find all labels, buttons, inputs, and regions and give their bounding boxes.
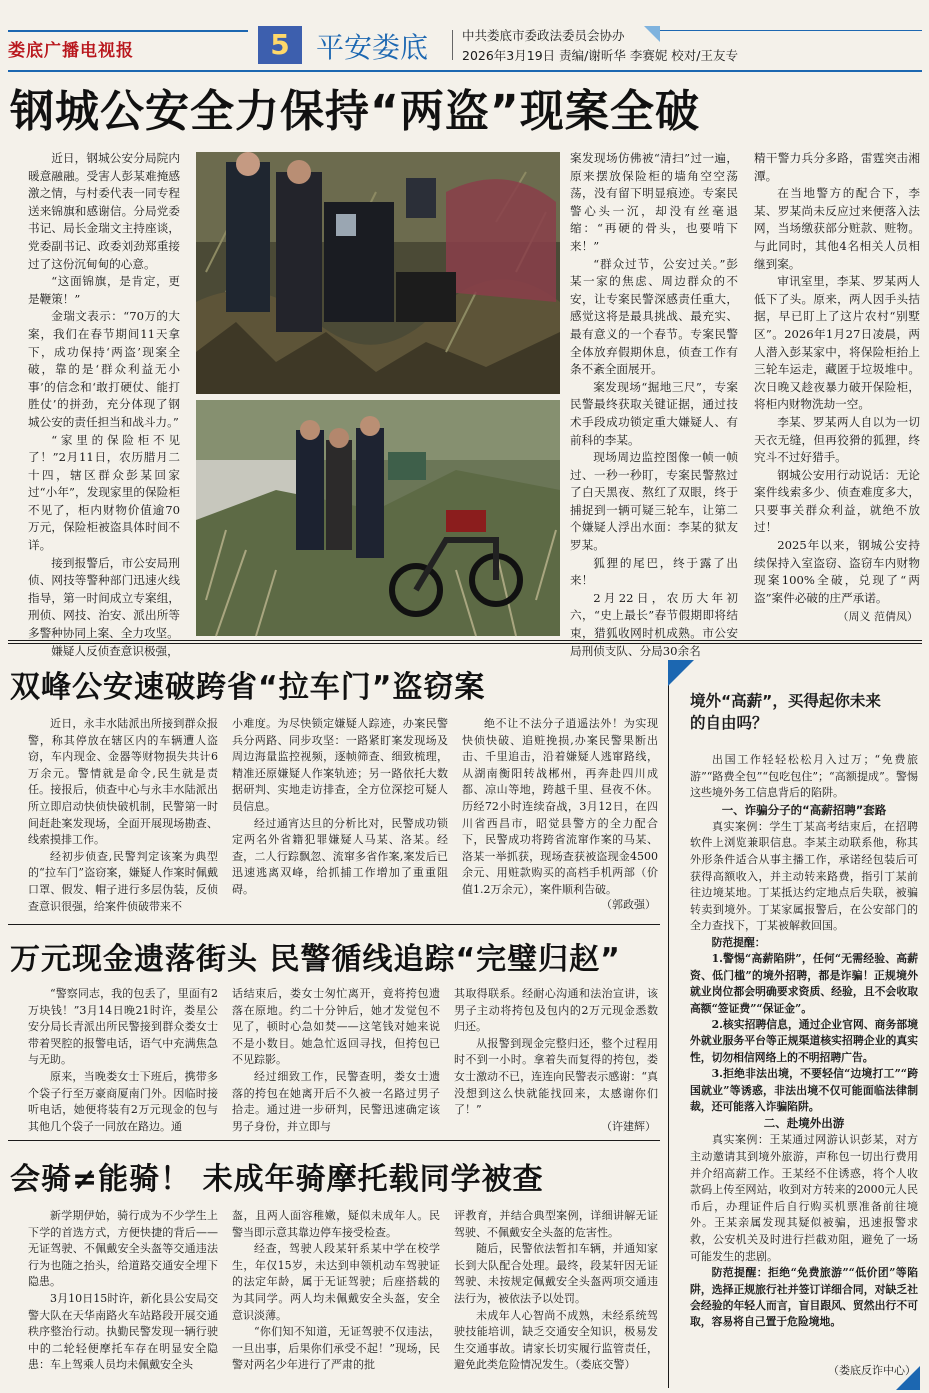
masthead-top-rule [8, 30, 248, 32]
story3-byline: （许建辉） [601, 1120, 656, 1133]
sidebar-tips-heading: 防范提醒： [711, 935, 766, 949]
paragraph: 审讯室里，李某、罗某两人低下了头。原来，两人因手头拮据，早已盯上了这片农村“别墅区”。2026年1月27日凌晨，两人潜入彭某家中，将保险柜抬上三轮车运走，藏匿于垃圾堆中。次日晚又趁夜暴力破开保险柜，将柜内财物洗劫一空。 [754, 274, 920, 412]
masthead-bottom-rule [8, 70, 922, 72]
story3-column-3 [454, 986, 658, 1116]
story2-column-1 [28, 716, 218, 936]
headline-minor-motorcycle: 会骑≠能骑！ 未成年骑摩托载同学被查 [10, 1162, 544, 1197]
sidebar-tip: 1.警惕“高薪陷阱”，任何“无需经验、高薪资、低门槛”的境外招聘，都是诈骗！正规境外就业岗位都会明确要求资质、经验，且不会收取高额“签证费”“保证金”。 [690, 952, 918, 1015]
sidebar-corner-bottom [896, 1366, 920, 1390]
divider [8, 643, 922, 644]
page-number: 5 [270, 28, 290, 61]
paragraph: 精干警力兵分多路，雷霆突击湘潭。 [754, 151, 920, 183]
divider [8, 640, 922, 641]
paragraph: 3月10日15时许，新化县公安局交警大队在天华南路火车站路段开展交通秩序整治行动。执勤民警发现一辆行驶中的二轮轻便摩托车存在明显安全隐患：车上驾乘人员均未佩戴安全头 [28, 1291, 218, 1372]
photo-safe-recovery-image [196, 152, 560, 394]
paragraph: 话结束后，娄女士匆忙离开，竟将挎包遗落在原地。约二十分钟后，她才发觉包不见了，顿时心急如焚——这笔钱对她来说不是小数目。她急忙返回寻找，但挎包已不见踪影。 [232, 987, 440, 1067]
page-number-box [258, 26, 302, 64]
story1-column-3 [570, 150, 738, 658]
paragraph: 现场周边监控图像一帧一帧过、一秒一秒盯，专案民警熬过了白天黑夜、熬红了双眼，终于捕捉到一辆可疑三轮车，让第二个嫌疑人浮出水面：李某的狱友罗某。 [570, 450, 738, 553]
corner-decoration [644, 26, 660, 42]
paragraph: 经过通宵达旦的分析比对，民警成功锁定两名外省籍犯罪嫌疑人马某、洛某。经查，二人行踪飘忽、流窜多省作案,案发后已迅速逃离双峰，给抓捕工作增加了重重阻碍。 [232, 816, 448, 896]
headline-gangcheng: 钢城公安全力保持“两盗”现案全破 [10, 86, 700, 137]
paragraph: 经过细致工作，民警查明，娄女士遗落的挎包在她离开后不久被一名路过男子拾走。通过进一步研判，民警迅速确定该男子身份，并立即与 [232, 1069, 440, 1133]
sidebar-title-line-2: 的自由吗？ [690, 714, 768, 732]
paragraph: 绝不让不法分子逍遥法外！为实现快侦快破、追赃挽损,办案民警果断出击、千里追击，沿着嫌疑人逃窜路线，从湖南衡阳转战郴州，再奔赴四川成都、凉山等地，跨越千里、昼夜不休。历经72小时连续奋战，3月12日，在四川省西昌市，昭觉县警方的全力配合下，民警成功将跨省流窜作案的马某、洛某一举抓获，现场查获被盗现金4500余元、用赃款购买的高档手机两部（价值1.2万余元），案件顺利告破。 [462, 717, 658, 896]
paragraph: 随后，民警依法暂扣车辆，并通知家长到大队配合处理。最终，段某轩因无证驾驶、未按规定佩戴安全头盔两项交通违法行为，被依法予以处罚。 [454, 1242, 658, 1305]
story1-column-4 [754, 150, 920, 605]
story4-column-2 [232, 1208, 440, 1388]
story3-column-2 [232, 986, 440, 1136]
photo-safe-recovery [196, 152, 560, 394]
sidebar-border [668, 660, 669, 1388]
paragraph: 小难度。为尽快锁定嫌疑人踪迹，办案民警兵分两路、同步攻坚：一路紧盯案发现场及周边海量监控视频，逐帧筛查、细致梳理，精准还原嫌疑人作案轨迹；另一路依托大数据研判、实地走访排查，全方位深挖可疑人员信息。 [232, 717, 448, 813]
story2-column-2 [232, 716, 448, 936]
paragraph: “家里的保险柜不见了！”2月11日，农历腊月二十四，辖区群众彭某回家过“小年”，发现家里的保险柜不见了，柜内财物价值逾70万元，保险柜被盗具体时间不详。 [28, 432, 180, 553]
sidebar-case-2: 真实案例：王某通过网游认识彭某，对方主动邀请其到境外旅游，声称包一切出行费用并介绍高薪工作。王某经不住诱惑，将个人收款码上传至网站，收到对方转来的2000元人民币后，办理证件后自行购买机票准备前往境外。王某亲属发现其疑似被骗，迅速报警求救，公安机关及时进行拦截劝阻，避免了一场可能发生的悲剧。 [690, 1133, 918, 1263]
sidebar-title-line-1: 境外“高薪”，买得起你未来 [690, 692, 881, 710]
masthead-right-rule [660, 30, 922, 31]
paragraph: 经初步侦查,民警判定该案为典型的“拉车门”盗窃案，嫌疑人作案时佩戴口罩、假发、帽子进行多层伪装，反侦查意识很强，给案件侦破带来不 [28, 849, 218, 913]
story4-column-1 [28, 1208, 218, 1388]
sidebar-corner-top [668, 660, 694, 686]
dateline: 2026年3月19日 责编/谢昕华 李赛妮 校对/王友专 [462, 48, 739, 63]
headline-lost-cash: 万元现金遗落街头 民警循线追踪“完璧归赵” [10, 942, 621, 977]
sidebar-subhead-1: 一、诈骗分子的“高薪招聘”套路 [721, 802, 887, 817]
paragraph: 原来，当晚娄女士下班后，携带多个袋子行至万豪商厦南门外。因临时接听电话，她便将装有2万元现金的包与其他几个袋子一同放在路边。通 [28, 1069, 218, 1133]
paragraph: 近日，钢城公安分局院内暖意融融。受害人彭某难掩感激之情，与村委代表一同专程送来锦旗和感谢信。分局党委书记、局长金瑞文主持座谈，党委副书记、政委刘劲郑重接过了这份沉甸甸的心意。 [28, 151, 180, 271]
paragraph: 近日，永丰水陆派出所接到群众报警，称其停放在辖区内的车辆遭人盗窃，车内现金、金器等财物损失共计6万余元。警情就是命令,民生就是责任。接报后，侦查中心与永丰水陆派出所立即启动快侦快破机制，民警第一时间赶赴案发现场，全面开展现场勘查、线索摸排工作。 [28, 717, 218, 847]
sidebar-body [690, 752, 918, 1382]
sidebar-tip: 防范提醒：拒绝“免费旅游”“低价团”等陷阱，选择正规旅行社并签订详细合同，对缺乏社会经验的年轻人而言，盲目跟风、贸然出行不可取，容易将自己置于危险境地。 [690, 1266, 918, 1329]
paragraph: “你们知不知道，无证驾驶不仅违法，一旦出事，后果你们承受不起！”现场，民警对两名少年进行了严肃的批 [232, 1325, 440, 1372]
story1-byline: （周义 范倩凤） [837, 610, 918, 623]
photo-suspect-scene-image [196, 400, 560, 636]
divider [8, 1140, 660, 1141]
paragraph: 新学期伊始，骑行成为不少学生上下学的首选方式，方便快捷的背后——无证驾驶、不佩戴安全头盔等交通违法行为也随之抬头，给道路交通安全埋下隐患。 [28, 1209, 218, 1289]
paragraph: “这面锦旗，是肯定，更是鞭策！” [28, 274, 180, 306]
paragraph: 盔，且两人面容稚嫩，疑似未成年人。民警当即示意其靠边停车接受检查。 [232, 1209, 440, 1239]
paragraph: 金瑞文表示：“70万的大案，我们在春节期间11天拿下，成功保持‘两盗’现案全破，靠的是‘群众利益无小事’的信念和‘敢打硬仗、能打胜仗’的拼劲，充分体现了钢城公安的责任担当和战斗力。” [28, 309, 180, 429]
story1-column-1 [28, 150, 180, 658]
header-divider [452, 30, 453, 60]
paragraph: “警察同志，我的包丢了，里面有2万块钱！”3月14日晚21时许，娄星公安分局长青派出所民警接到群众娄女士带着哭腔的报警电话，语气中充满焦急与无助。 [28, 987, 218, 1067]
paragraph: 评教育，并结合典型案例，详细讲解无证驾驶、不佩戴安全头盔的危害性。 [454, 1209, 658, 1239]
masthead [0, 0, 929, 72]
paragraph: 狐狸的尾巴，终于露了出来！ [570, 555, 738, 588]
paragraph: 在当地警方的配合下，李某、罗某尚未反应过来便落入法网，当场缴获部分赃款、赃物。与此同时，其他4名相关人员相继到案。 [754, 186, 920, 271]
sidebar-intro: 出国工作轻轻松松月入过万；“免费旅游”“路费全包”“包吃包住”；“高额提成”。警惕这些境外务工信息背后的陷阱。 [690, 753, 918, 800]
paragraph: 经查，驾驶人段某轩系某中学在校学生，年仅15岁，未达到申领机动车驾驶证的法定年龄，属于无证驾驶；后座搭载的为其同学。两人均未佩戴安全头盔，安全意识淡薄。 [232, 1242, 440, 1322]
paragraph: 嫌疑人反侦查意识极强， [51, 643, 179, 658]
photo-suspect-scene [196, 400, 560, 636]
paragraph: 接到报警后，市公安局刑侦、网技等警种部门迅速火线指导，第一时间成立专案组，刑侦、网技、治安、派出所等多警种协同上案、全力攻坚。 [28, 555, 180, 641]
sidebar-case-1: 真实案例：学生丁某高考结束后，在招聘软件上浏览兼职信息。李某主动联系他，称其外形条件适合从事主播工作，承诺经包装后可获得高额收入，并主动转来路费，指引丁某前往边境某地。丁某抵达约定地点后失联，被骗转卖到境外。丁某家属报警后，在公安部门的全力查找下，丁某被解救回国。 [690, 819, 918, 933]
story2-column-3 [462, 716, 658, 916]
story4-column-3 [454, 1208, 658, 1388]
paragraph: 案发现场仿佛被“清扫”过一遍，原来摆放保险柜的墙角空空荡荡，没有留下明显痕迹。专案民警心头一沉，却没有丝毫退缩：“再硬的骨头，也要啃下来！” [570, 151, 738, 253]
paragraph: 未成年人心智尚不成熟，未经系统驾驶技能培训，缺乏交通安全知识，极易发生交通事故。请家长切实履行监管责任，避免此类危险情况发生。（娄底交警） [454, 1308, 658, 1372]
story3-column-1 [28, 986, 218, 1136]
paragraph: 从报警到现金完整归还，整个过程用时不到一小时。拿着失而复得的挎包，娄女士激动不已，连连向民警表示感谢：“真没想到这么快就能找回来，太感谢你们了！” [454, 1036, 658, 1117]
sidebar-byline: （娄底反诈中心） [828, 1364, 916, 1377]
section-title: 平安娄底 [316, 31, 429, 64]
paragraph: 李某、罗某两人自以为一切天衣无缝，但再狡猾的狐狸，终究斗不过好猎手。 [754, 414, 920, 465]
headline-shuangfeng: 双峰公安速破跨省“拉车门”盗窃案 [10, 670, 486, 705]
paragraph: 其取得联系。经耐心沟通和法治宣讲，该男子主动将挎包及包内的2万元现金悉数归还。 [454, 987, 658, 1034]
paper-name: 娄底广播电视报 [8, 41, 134, 61]
sidebar-subhead-2: 二、赴境外出游 [763, 1116, 845, 1131]
paragraph: 钢城公安用行动说话：无论案件线索多少、侦查难度多大，只要事关群众利益，就绝不放过！ [754, 467, 920, 535]
sidebar-tip: 2.核实招聘信息，通过企业官网、商务部境外就业服务平台等正规渠道核实招聘企业的真实性，切勿相信网络上的不明招聘广告。 [690, 1017, 918, 1064]
paragraph: 2025年以来，钢城公安持续保持入室盗窃、盗窃车内财物现案100%全破，兑现了“两盗”案件必破的庄严承诺。 [754, 538, 920, 605]
divider [8, 924, 660, 925]
sponsor-line: 中共娄底市委政法委员会协办 [462, 28, 625, 43]
paragraph: 2月22日，农历大年初六，“史上最长”春节假期即将结束，猎狐收网时机成熟。市公安局刑侦支队、分局30余名 [570, 590, 738, 658]
story2-byline: （郭政强） [601, 898, 656, 911]
paragraph: 案发现场“掘地三尺”，专案民警最终获取关键证据，通过技术手段成功锁定重大嫌疑人、有前科的李某。 [570, 379, 738, 447]
paragraph: “群众过节，公安过关。”彭某一家的焦虑、周边群众的不安，让专案民警深感责任重大，感觉这将是最具挑战、最充实、最有意义的一个春节。专案民警全体放弃假期休息，侦查工作有条不紊全面展开。 [570, 256, 738, 377]
sidebar-tip: 3.拒绝非法出境，不要轻信“边境打工”“跨国就业”等诱惑，非法出境不仅可能面临法律制裁，还可能落入诈骗陷阱。 [690, 1067, 918, 1113]
